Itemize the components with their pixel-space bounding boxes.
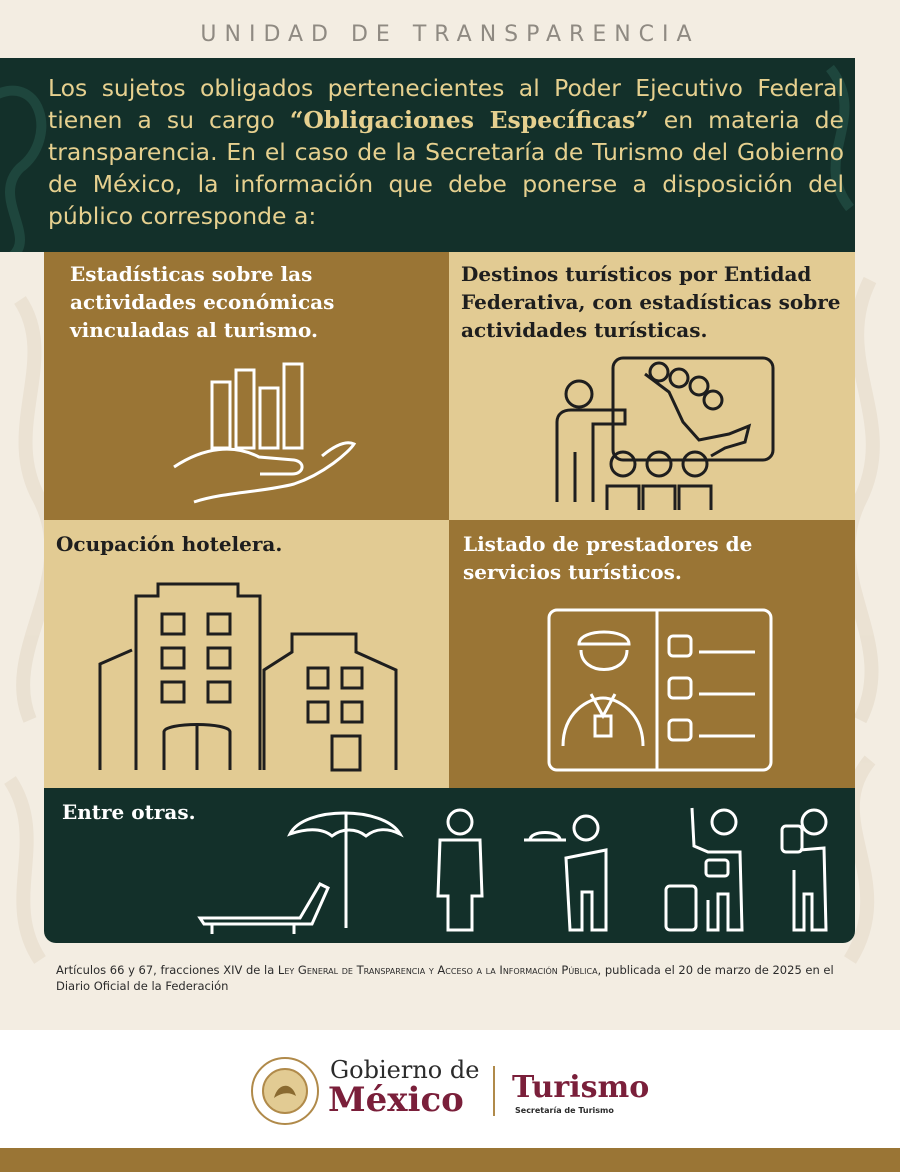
panel-service-providers-title: Listado de prestadores de servicios turísticos. [463, 532, 753, 584]
turismo-subtitle: Secretaría de Turismo [515, 1106, 614, 1115]
panel-statistics [44, 252, 449, 520]
panel-statistics-title: Estadísticas sobre las actividades económicas vinculadas al turismo. [70, 262, 335, 342]
intro-text [48, 72, 844, 232]
panel-destinations-title: Destinos turísticos por Entidad Federativa, con estadísticas sobre actividades turísticas. [461, 262, 841, 342]
gobierno-logo-line1: Gobierno de [330, 1056, 480, 1084]
bar-chart-hand-icon [164, 352, 364, 512]
footnote-text-2: , publicada el 20 de marzo de 2025 en el Diario Oficial de la Federación [56, 963, 834, 993]
panel-hotel-occupancy-title: Ocupación hotelera. [56, 532, 283, 556]
panel-destinations [449, 252, 855, 520]
legal-footnote [56, 962, 856, 994]
panel-others [44, 788, 855, 943]
footer-stripe [0, 1148, 900, 1172]
intro-text-start: Los sujetos obligados pertenecientes al Poder Ejecutivo Federal tienen a su cargo [48, 74, 844, 134]
panel-service-providers [449, 520, 855, 788]
national-seal-icon [250, 1056, 320, 1126]
intro-box [0, 58, 855, 252]
hotel-buildings-icon [96, 574, 406, 774]
gobierno-logo-line2: México [328, 1080, 464, 1120]
page-header-title: UNIDAD DE TRANSPARENCIA [200, 22, 700, 47]
panel-others-title: Entre otras. [62, 800, 196, 824]
footnote-text-1: Artículos 66 y 67, fracciones XIV de la [56, 963, 278, 977]
panel-hotel-occupancy [44, 520, 449, 788]
tourism-people-icon [194, 800, 834, 940]
footnote-law-name: Ley General de Transparencia y Acceso a la Información Pública [277, 963, 598, 977]
footer-divider [493, 1066, 495, 1116]
presentation-map-icon [549, 352, 789, 512]
turismo-logo: Turismo [512, 1070, 650, 1105]
intro-text-end: en materia de transparencia. En el caso de la Secretaría de Turismo del Gobierno de México, la información que debe ponerse a disposición del público corresponde a: [48, 106, 845, 230]
intro-highlight: “Obligaciones Específicas” [289, 106, 649, 134]
service-provider-list-icon [545, 606, 775, 776]
